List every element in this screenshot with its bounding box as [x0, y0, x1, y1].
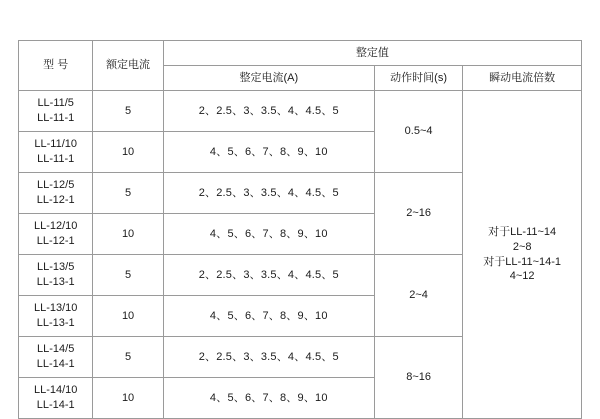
model-cell — [19, 337, 93, 378]
model-line-2: LL-14-1 — [36, 358, 75, 370]
model-cell — [19, 378, 93, 419]
set-current-cell: 2、2.5、3、3.5、4、4.5、5 — [163, 337, 374, 378]
model-cell — [19, 91, 93, 132]
rated-current-cell: 5 — [93, 255, 163, 296]
instant-multiple-line-3: 对于LL-11~14-1 — [483, 255, 562, 268]
model-line-2: LL-12-1 — [36, 235, 75, 247]
model-line-2: LL-11-1 — [37, 112, 75, 124]
header-action-time: 动作时间(s) — [374, 66, 462, 91]
rated-current-cell: 5 — [93, 337, 163, 378]
model-line-1: LL-12/5 — [37, 179, 75, 192]
model-line-2: LL-11-1 — [37, 153, 75, 165]
set-current-cell: 4、5、6、7、8、9、10 — [163, 214, 374, 255]
rated-current-cell: 5 — [93, 91, 163, 132]
table-header-row-top — [19, 41, 582, 66]
model-cell — [19, 132, 93, 173]
set-current-cell: 4、5、6、7、8、9、10 — [163, 132, 374, 173]
rated-current-cell: 10 — [93, 214, 163, 255]
set-current-cell: 2、2.5、3、3.5、4、4.5、5 — [163, 255, 374, 296]
model-cell — [19, 296, 93, 337]
action-time-cell: 2~16 — [374, 173, 462, 255]
instant-multiple-line-2: 2~8 — [512, 240, 532, 253]
rated-current-cell: 10 — [93, 378, 163, 419]
set-current-cell: 2、2.5、3、3.5、4、4.5、5 — [163, 173, 374, 214]
model-line-1: LL-14/10 — [33, 384, 78, 397]
model-line-1: LL-14/5 — [37, 343, 75, 356]
header-model: 型 号 — [19, 41, 93, 91]
model-line-1: LL-11/5 — [37, 97, 74, 110]
model-cell — [19, 214, 93, 255]
model-cell — [19, 255, 93, 296]
set-current-cell: 4、5、6、7、8、9、10 — [163, 378, 374, 419]
model-line-1: LL-12/10 — [33, 220, 78, 233]
model-line-1: LL-13/10 — [33, 302, 78, 315]
rated-current-cell: 10 — [93, 296, 163, 337]
model-line-1: LL-13/5 — [37, 261, 75, 274]
instant-multiple-cell — [463, 91, 582, 419]
set-current-cell: 2、2.5、3、3.5、4、4.5、5 — [163, 91, 374, 132]
instant-multiple-line-1: 对于LL-11~14 — [488, 225, 557, 238]
specification-table — [18, 40, 582, 419]
action-time-cell: 2~4 — [374, 255, 462, 337]
set-current-cell: 4、5、6、7、8、9、10 — [163, 296, 374, 337]
model-line-2: LL-14-1 — [36, 399, 75, 411]
header-set-value: 整定值 — [163, 41, 581, 66]
header-instant-multiple: 瞬动电流倍数 — [463, 66, 582, 91]
rated-current-cell: 10 — [93, 132, 163, 173]
table-row — [19, 91, 582, 132]
header-set-current: 整定电流(A) — [163, 66, 374, 91]
instant-multiple-line-4: 4~12 — [509, 270, 535, 283]
model-cell — [19, 173, 93, 214]
rated-current-cell: 5 — [93, 173, 163, 214]
action-time-cell: 0.5~4 — [374, 91, 462, 173]
model-line-2: LL-13-1 — [36, 317, 75, 329]
model-line-1: LL-11/10 — [34, 138, 77, 151]
action-time-cell: 8~16 — [374, 337, 462, 419]
model-line-2: LL-12-1 — [36, 194, 75, 206]
header-rated-current: 额定电流 — [93, 41, 163, 91]
model-line-2: LL-13-1 — [36, 276, 75, 288]
